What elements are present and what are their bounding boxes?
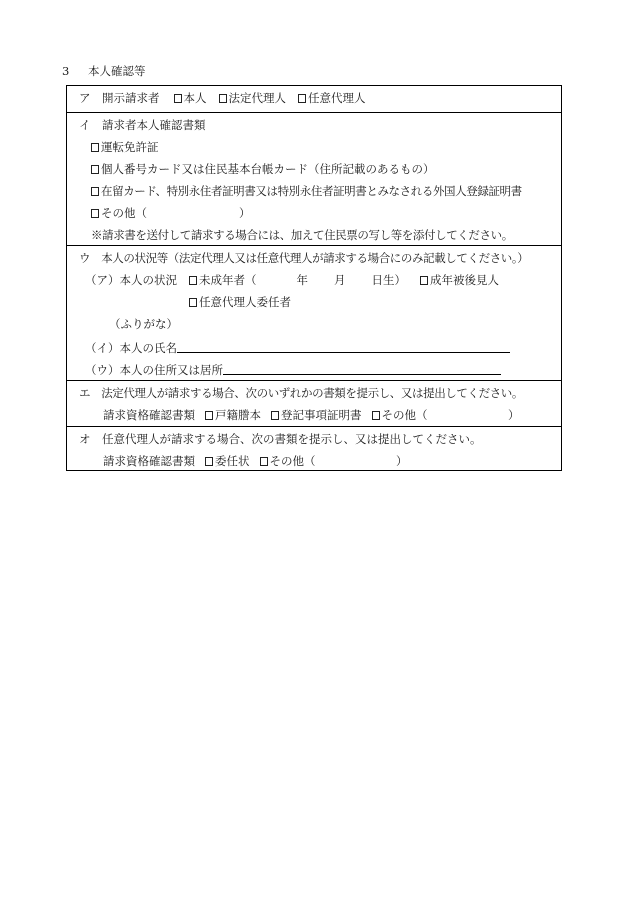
checkbox-self[interactable] xyxy=(174,94,182,103)
option-self: 本人 xyxy=(183,91,207,105)
option-registry-certificate: 登記事項証明書 xyxy=(281,408,362,422)
section-i xyxy=(67,112,561,246)
section-e xyxy=(67,380,561,427)
month-label: 月 xyxy=(334,273,346,287)
option-power-of-attorney: 委任状 xyxy=(215,454,250,468)
checkbox-minor[interactable] xyxy=(189,276,197,285)
id-docs-label: イ 請求者本人確認書類 xyxy=(79,118,206,132)
name-label: （イ）本人の氏名 xyxy=(85,341,177,355)
checkbox-principal[interactable] xyxy=(189,298,197,307)
mail-note: ※請求書を送付して請求する場合には、加えて住民票の写し等を添付してください。 xyxy=(91,228,513,242)
option-other-id: その他（ ） xyxy=(101,206,251,220)
option-principal: 任意代理人委任者 xyxy=(199,295,291,309)
status-section-label: ウ 本人の状況等（法定代理人又は任意代理人が請求する場合にのみ記載してください。） xyxy=(79,251,529,265)
legal-doc-label: 請求資格確認書類 xyxy=(103,408,195,422)
checkbox-residence-card[interactable] xyxy=(91,187,99,196)
identity-confirmation-table xyxy=(66,85,562,471)
voluntary-agent-docs-label: オ 任意代理人が請求する場合、次の書類を提示し、又は提出してください。 xyxy=(79,432,482,446)
section-o xyxy=(67,426,561,473)
legal-agent-docs-label: エ 法定代理人が請求する場合、次のいずれかの書類を提示し、又は提出してください。 xyxy=(79,386,523,400)
section-u xyxy=(67,245,561,381)
section-title xyxy=(62,66,146,78)
status-label: （ア）本人の状況 xyxy=(85,273,177,287)
checkbox-other-id[interactable] xyxy=(91,209,99,218)
option-legal-other: その他（ ） xyxy=(381,408,520,422)
section-number: 3 xyxy=(62,64,70,78)
checkbox-voluntary-agent[interactable] xyxy=(298,94,306,103)
option-voluntary-agent: 任意代理人 xyxy=(308,91,366,105)
birth-label: 日生） xyxy=(371,273,406,287)
year-label: 年 xyxy=(296,273,308,287)
option-minor: 未成年者（ xyxy=(199,273,257,287)
checkbox-my-number-card[interactable] xyxy=(91,165,99,174)
section-a xyxy=(67,86,561,112)
checkbox-drivers-license[interactable] xyxy=(91,143,99,152)
checkbox-legal-agent[interactable] xyxy=(219,94,227,103)
requester-label: ア 開示請求者 xyxy=(79,91,160,105)
address-field[interactable] xyxy=(223,363,501,375)
option-legal-agent: 法定代理人 xyxy=(228,91,286,105)
option-residence-card: 在留カード、特別永住者証明書又は特別永住者証明書とみなされる外国人登録証明書 xyxy=(101,184,522,198)
option-adult-ward: 成年被後見人 xyxy=(430,273,499,287)
name-field[interactable] xyxy=(177,341,510,353)
checkbox-family-register[interactable] xyxy=(205,411,213,420)
furigana-label: （ふりがな） xyxy=(109,317,178,331)
option-my-number-card: 個人番号カード又は住民基本台帳カード（住所記載のあるもの） xyxy=(101,162,435,176)
checkbox-adult-ward[interactable] xyxy=(420,276,428,285)
checkbox-power-of-attorney[interactable] xyxy=(205,457,213,466)
section-title-text: 本人確認等 xyxy=(88,64,146,78)
voluntary-doc-label: 請求資格確認書類 xyxy=(103,454,195,468)
checkbox-voluntary-other[interactable] xyxy=(260,457,268,466)
option-voluntary-other: その他（ ） xyxy=(269,454,408,468)
checkbox-registry-certificate[interactable] xyxy=(271,411,279,420)
address-label: （ウ）本人の住所又は居所 xyxy=(85,363,223,377)
option-drivers-license: 運転免許証 xyxy=(101,140,159,154)
checkbox-legal-other[interactable] xyxy=(372,411,380,420)
option-family-register: 戸籍謄本 xyxy=(215,408,261,422)
